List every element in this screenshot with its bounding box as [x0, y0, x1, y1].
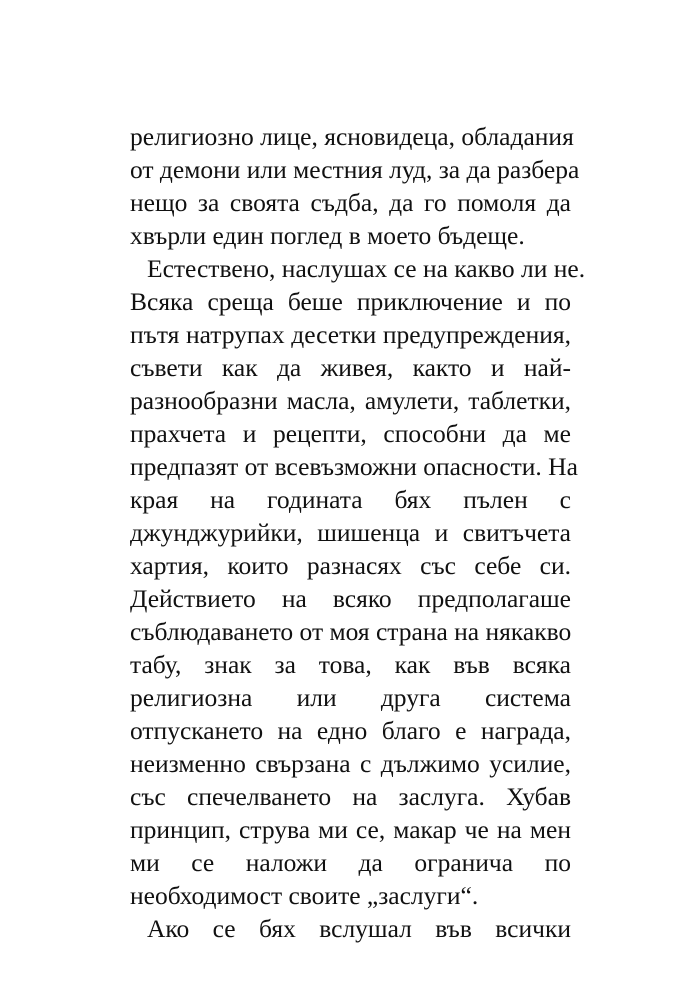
text-line: със спечелването на заслуга. Хубав	[130, 782, 571, 811]
text-line: джунджурийки, шишенца и свитъчета	[130, 518, 571, 547]
text-line: нещо за своята съдба, да го помоля да	[130, 188, 571, 217]
text-line: хартия, които разнасях със себе си.	[130, 551, 571, 580]
text-line: Всяка среща беше приключение и по	[130, 287, 571, 316]
text-line: прахчета и рецепти, способни да ме	[130, 419, 571, 448]
text-line: съвети как да живея, както и най-	[130, 353, 571, 382]
text-line: от демони или местния луд, за да разбера	[130, 155, 580, 184]
text-line: предпазят от всевъзможни опасности. На	[130, 452, 578, 481]
page-body-text	[130, 120, 586, 945]
text-line: Ако се бях вслушал във всички	[147, 914, 571, 943]
text-line: отпускането на едно благо е награда,	[130, 716, 571, 745]
text-line: хвърли един поглед в моето бъдеще.	[130, 221, 525, 250]
text-line: разнообразни масла, амулети, таблетки,	[130, 386, 571, 415]
text-line: принцип, струва ми се, макар че на мен	[130, 815, 571, 844]
text-line: неизменно свързана с дължимо усилие,	[130, 749, 571, 778]
text-line: края на годината бях пълен с	[130, 485, 571, 514]
text-line: съблюдаването от моя страна на някакво	[130, 617, 572, 646]
text-line: Действието на всяко предполагаше	[130, 584, 571, 613]
text-line: ми се наложи да огранича по	[130, 848, 571, 877]
text-line: пътя натрупах десетки предупреждения,	[130, 320, 571, 349]
text-line: религиозно лице, ясновидеца, обладания	[130, 122, 574, 151]
text-line: религиозна или друга система	[130, 683, 571, 712]
text-line: табу, знак за това, как във всяка	[130, 650, 571, 679]
text-line: Естествено, наслушах се на какво ли не.	[147, 254, 586, 283]
text-line: необходимост своите „заслуги“.	[130, 881, 479, 910]
